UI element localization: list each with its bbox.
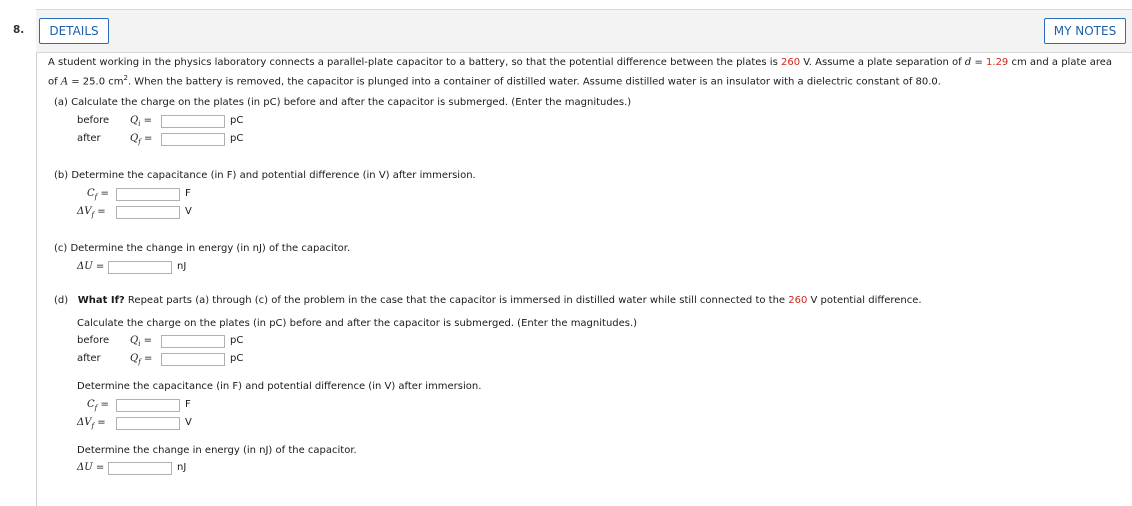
part-b-vf-unit: V [185, 206, 192, 217]
intro-line-1: A student working in the physics laboratory connects a parallel-plate capacitor to a battery, so that the potential difference between the plates is 260 V. Assume a plate separation of d = 1.29 cm and a plate area [48, 57, 1112, 68]
qi-label: $Q_i$ = [130, 115, 153, 128]
part-d-cf-label: $C_f$ = [87, 399, 109, 412]
part-d-after-label: after [77, 353, 101, 364]
part-d-energy-prompt: Determine the change in energy (in nJ) of the capacitor. [77, 445, 357, 456]
part-d-cap-prompt: Determine the capacitance (in F) and potential difference (in V) after immersion. [77, 381, 482, 392]
part-d-cf-unit: F [185, 399, 191, 410]
vf-label: $\Delta V_f$ = [77, 206, 106, 219]
part-a-after-label: after [77, 133, 101, 144]
part-d-du-label: ΔU = [77, 462, 105, 473]
part-d-before-label: before [77, 335, 110, 346]
part-d-qf-label: $Q_f$ = [130, 353, 153, 366]
part-d-qf-unit: pC [230, 353, 244, 364]
part-b-prompt: (b) Determine the capacitance (in F) and potential difference (in V) after immersion. [54, 170, 476, 181]
part-a-qi-unit: pC [230, 115, 244, 126]
intro-line-2: of A = 25.0 $cm^2$. When the battery is removed, the capacitor is plunged into a container of distilled water. Assume distilled water is an insulator with a dielectric constant of 80.0. [48, 74, 941, 88]
part-d-charge-prompt: Calculate the charge on the plates (in pC) before and after the capacitor is submerged. (Enter the magnitudes.) [77, 318, 638, 329]
part-b-cf-unit: F [185, 188, 191, 199]
part-a-qf-unit: pC [230, 133, 244, 144]
question-header [36, 9, 1132, 53]
separation-value: 1.29 [986, 57, 1009, 68]
part-d-qf-input[interactable] [161, 353, 225, 366]
part-a-before-label: before [77, 115, 110, 126]
part-d-voltage-value: 260 [788, 295, 808, 306]
part-c-prompt: (c) Determine the change in energy (in nJ) of the capacitor. [54, 243, 351, 254]
du-label: ΔU = [77, 261, 105, 272]
voltage-value: 260 [780, 57, 801, 68]
part-d-qi-input[interactable] [161, 335, 225, 348]
cf-label: $C_f$ = [87, 188, 109, 201]
part-d-vf-input[interactable] [116, 417, 180, 430]
part-d-qi-label: $Q_i$ = [130, 335, 153, 348]
part-d-du-input[interactable] [108, 462, 172, 475]
part-a-qi-input[interactable] [161, 115, 225, 128]
part-d-vf-unit: V [185, 417, 192, 428]
part-a-qf-input[interactable] [161, 133, 225, 146]
part-d-prompt: (d) What If? Repeat parts (a) through (c) of the problem in the case that the capacitor is immersed in distilled water while still connected to the 260 V potential difference. [54, 295, 922, 306]
qf-label: $Q_f$ = [130, 133, 153, 146]
part-d-du-unit: nJ [177, 462, 187, 473]
part-b-vf-input[interactable] [116, 206, 180, 219]
part-d-vf-label: $\Delta V_f$ = [77, 417, 106, 430]
part-b-cf-input[interactable] [116, 188, 180, 201]
part-d-cf-input[interactable] [116, 399, 180, 412]
part-d-qi-unit: pC [230, 335, 244, 346]
part-c-du-unit: nJ [177, 261, 187, 272]
question-number: 8. [13, 24, 25, 36]
part-c-du-input[interactable] [108, 261, 172, 274]
details-button[interactable]: DETAILS [39, 18, 109, 44]
part-a-prompt: (a) Calculate the charge on the plates (in pC) before and after the capacitor is submerged. (Enter the magnitudes.) [54, 97, 632, 108]
my-notes-button[interactable]: MY NOTES [1044, 18, 1126, 44]
